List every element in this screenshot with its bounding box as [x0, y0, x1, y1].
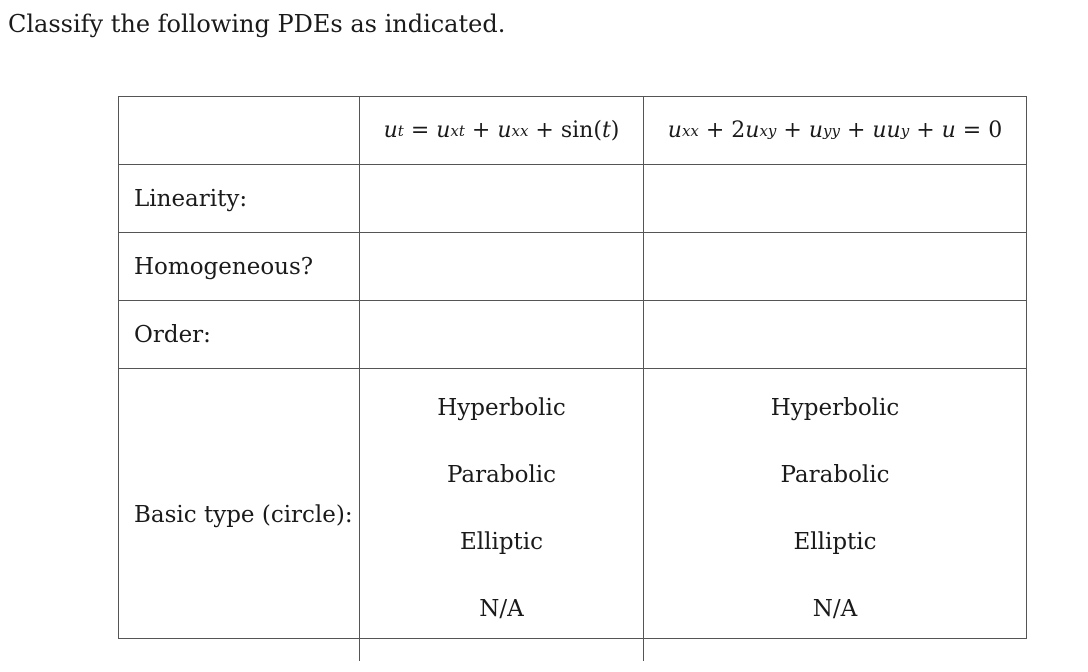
eq2-plus4: +	[909, 118, 942, 143]
eq2-term1-sub: xx	[681, 121, 699, 140]
answer-cell-homogeneous-eq1[interactable]	[360, 233, 644, 301]
answer-cell-linearity-eq2[interactable]	[644, 165, 1026, 233]
answer-cell-linearity-eq1[interactable]	[360, 165, 644, 233]
answer-cell-order-eq1[interactable]	[360, 301, 644, 369]
option-elliptic-eq1[interactable]: Elliptic	[459, 529, 544, 555]
eq1-term1-sub: xt	[450, 121, 465, 140]
eq2-equals: =	[955, 118, 989, 143]
eq1-term2-sub: xx	[511, 121, 529, 140]
eq1-equals: =	[403, 118, 437, 143]
row-label-homogeneous: Homogeneous?	[119, 233, 360, 301]
eq2-term3-sub: yy	[823, 121, 840, 140]
eq2-term2-sub: xy	[759, 121, 777, 140]
eq2-plus3: +	[839, 118, 873, 143]
eq2-term2: u	[745, 118, 760, 143]
classification-table	[118, 96, 1027, 639]
eq2-coef: 2	[731, 118, 746, 143]
eq2-plus1: +	[698, 118, 732, 143]
header-empty-cell	[119, 97, 360, 165]
eq2-plus2: +	[776, 118, 809, 143]
eq2-rhs: 0	[988, 118, 1003, 143]
header-equation-2	[644, 97, 1026, 165]
eq1-plus2: +	[528, 118, 561, 143]
eq1-term2: u	[497, 118, 512, 143]
instruction-text: Classify the following PDEs as indicated.	[8, 10, 506, 38]
option-na-eq1[interactable]: N/A	[479, 596, 524, 622]
option-hyperbolic-eq2[interactable]: Hyperbolic	[770, 395, 900, 421]
eq1-term1: u	[436, 118, 451, 143]
header-equation-1	[360, 97, 644, 165]
option-hyperbolic-eq1[interactable]: Hyperbolic	[437, 395, 566, 421]
eq2-term4-sub: y	[900, 121, 910, 140]
option-na-eq2[interactable]: N/A	[812, 596, 858, 622]
eq1-close-paren: )	[610, 118, 620, 143]
eq1-sin: sin(	[560, 118, 602, 143]
row-label-order: Order:	[119, 301, 360, 369]
eq2-term3: u	[808, 118, 823, 143]
option-parabolic-eq2[interactable]: Parabolic	[780, 462, 890, 488]
eq1-lhs-sub: t	[397, 121, 404, 140]
eq2-term4: uu	[872, 118, 901, 143]
row-label-basic-type: Basic type (circle):	[119, 369, 360, 661]
type-options-eq1	[360, 369, 644, 661]
eq2-term1: u	[667, 118, 682, 143]
eq1-lhs: u	[383, 118, 398, 143]
option-parabolic-eq1[interactable]: Parabolic	[446, 462, 557, 488]
eq2-term5: u	[941, 118, 956, 143]
eq1-plus1: +	[464, 118, 498, 143]
eq1-var-t: t	[601, 118, 611, 143]
row-label-linearity: Linearity:	[119, 165, 360, 233]
type-options-eq2	[644, 369, 1026, 661]
option-elliptic-eq2[interactable]: Elliptic	[793, 529, 877, 555]
answer-cell-homogeneous-eq2[interactable]	[644, 233, 1026, 301]
answer-cell-order-eq2[interactable]	[644, 301, 1026, 369]
